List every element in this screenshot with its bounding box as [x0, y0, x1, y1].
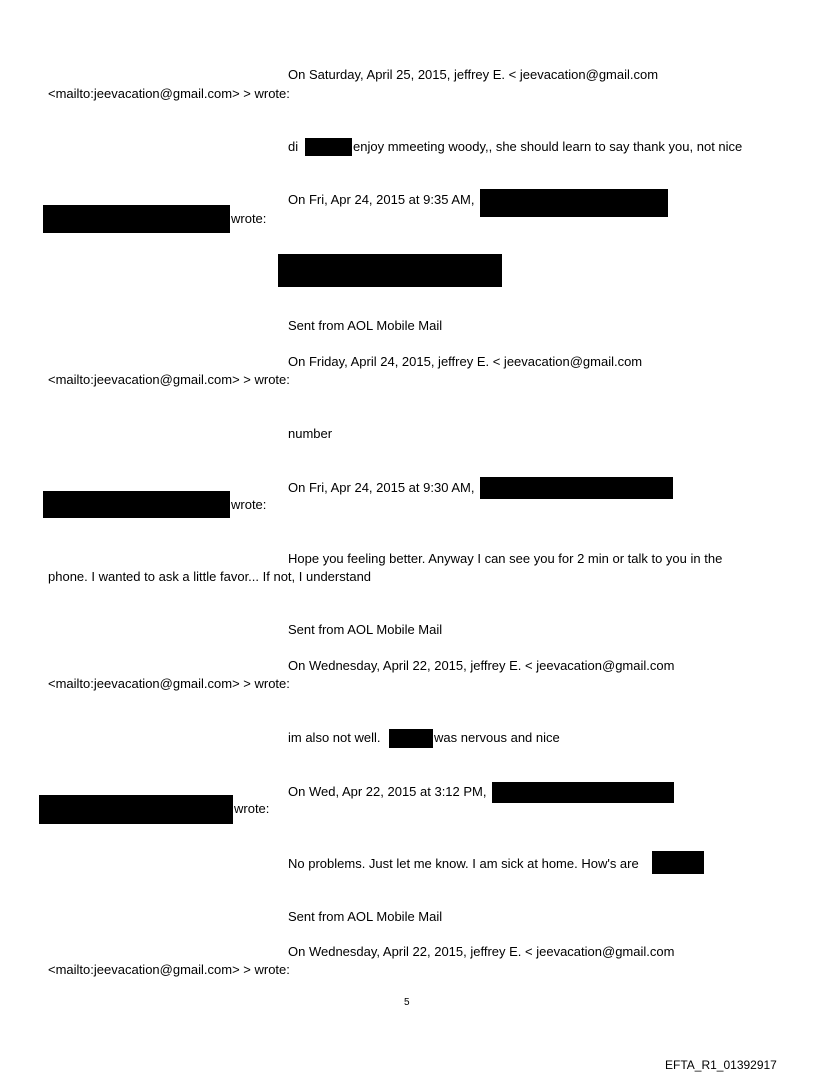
redaction-box [652, 851, 704, 874]
page-number: 5 [404, 997, 410, 1008]
email-header: On Fri, Apr 24, 2015 at 9:35 AM, [288, 192, 475, 207]
email-header-mailto: <mailto:jeevacation@gmail.com> > wrote: [48, 962, 290, 977]
email-header: On Wed, Apr 22, 2015 at 3:12 PM, [288, 784, 487, 799]
redaction-box [39, 795, 233, 824]
message-body-start: di [288, 139, 299, 154]
message-body-end: enjoy mmeeting woody,, she should learn to say thank you, not nice [353, 139, 743, 154]
mail-signature: Sent from AOL Mobile Mail [288, 909, 443, 924]
mail-signature: Sent from AOL Mobile Mail [288, 622, 443, 637]
message-body: No problems. Just let me know. I am sick at home. How's are [288, 856, 639, 871]
redaction-box [492, 782, 674, 803]
email-header-mailto: <mailto:jeevacation@gmail.com> > wrote: [48, 86, 290, 101]
email-wrote-label: wrote: [234, 801, 270, 816]
redaction-box [480, 189, 668, 217]
email-header: On Wednesday, April 22, 2015, jeffrey E. < jeevacation@gmail.com [288, 944, 675, 959]
redaction-box [305, 138, 352, 156]
message-body: number [288, 426, 333, 441]
message-body-continued: phone. I wanted to ask a little favor... If not, I understand [48, 569, 372, 584]
redaction-box [278, 254, 502, 287]
message-body: Hope you feeling better. Anyway I can see you for 2 min or talk to you in the [288, 551, 723, 566]
message-body-start: im also not well. [288, 730, 381, 745]
email-header: On Friday, April 24, 2015, jeffrey E. < jeevacation@gmail.com [288, 354, 643, 369]
email-wrote-label: wrote: [231, 211, 267, 226]
email-header-mailto: <mailto:jeevacation@gmail.com> > wrote: [48, 372, 290, 387]
redaction-box [480, 477, 673, 499]
message-body-end: was nervous and nice [434, 730, 560, 745]
document-id-footer: EFTA_R1_01392917 [665, 1058, 777, 1072]
redaction-box [43, 491, 230, 518]
redaction-box [43, 205, 230, 233]
email-header: On Saturday, April 25, 2015, jeffrey E. < jeevacation@gmail.com [288, 67, 659, 82]
email-header-mailto: <mailto:jeevacation@gmail.com> > wrote: [48, 676, 290, 691]
mail-signature: Sent from AOL Mobile Mail [288, 318, 443, 333]
redaction-box [389, 729, 433, 748]
email-header: On Fri, Apr 24, 2015 at 9:30 AM, [288, 480, 475, 495]
email-wrote-label: wrote: [231, 497, 267, 512]
email-header: On Wednesday, April 22, 2015, jeffrey E. < jeevacation@gmail.com [288, 658, 675, 673]
